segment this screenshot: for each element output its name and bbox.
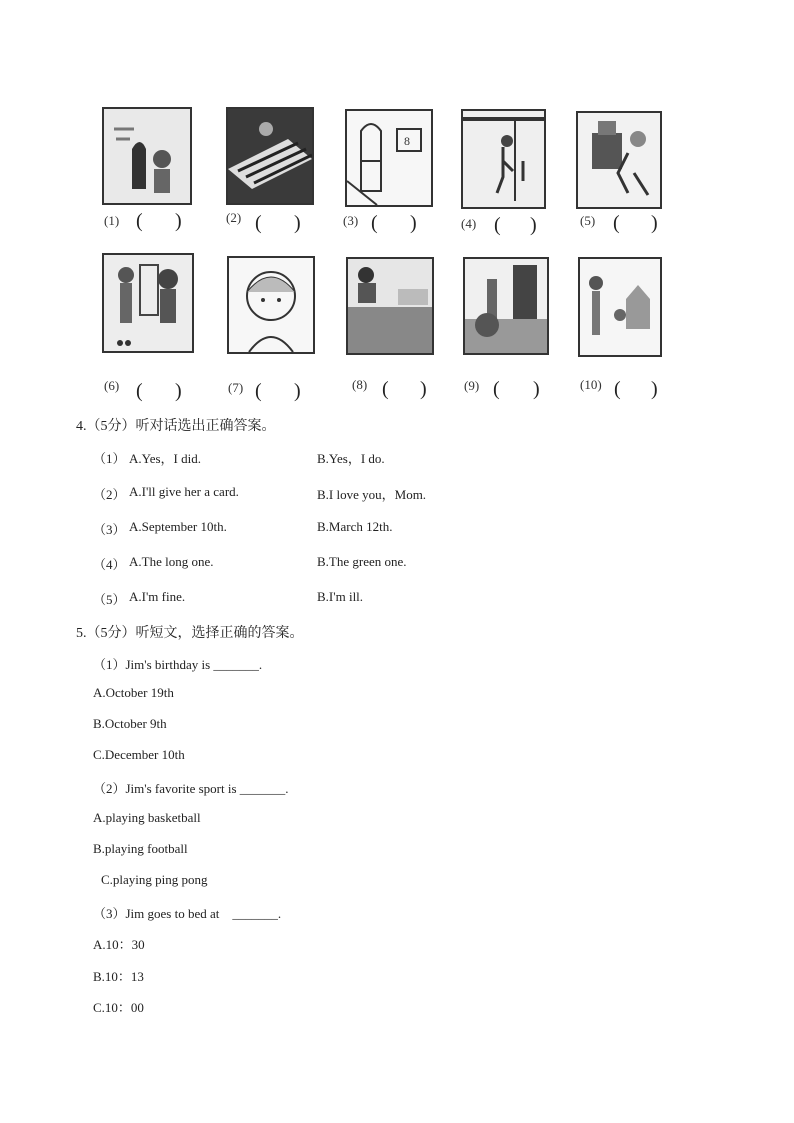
q4-option-b: B.I love you，Mom.	[317, 487, 427, 502]
picture-label: (9)	[464, 378, 480, 393]
answer-paren-close: )	[651, 212, 658, 234]
q4-option-a: A.September 10th.	[129, 519, 227, 534]
q5-option: A.10：30	[93, 937, 145, 952]
q4-option-a: A.Yes，I did.	[129, 451, 201, 466]
picture-label: (10)	[580, 377, 602, 392]
q4-option-a: A.I'll give her a card.	[129, 484, 239, 499]
q5-option: C.playing ping pong	[101, 872, 208, 887]
q5-option: B.playing football	[93, 841, 188, 856]
q4-option-a: A.I'm fine.	[129, 589, 186, 604]
answer-paren-open: (	[494, 214, 501, 236]
answer-paren-close: )	[294, 380, 301, 402]
q5-stem: （1）Jim's birthday is _______.	[93, 657, 263, 672]
picture-7	[227, 256, 315, 354]
svg-text:8: 8	[404, 134, 410, 148]
q4-item-num: （4）	[93, 557, 126, 572]
q4-item-num: （1）	[93, 451, 126, 466]
picture-9	[463, 257, 549, 355]
q4-option-a: A.The long one.	[129, 554, 214, 569]
picture-label: (2)	[226, 210, 242, 225]
answer-paren-open: (	[136, 210, 143, 232]
answer-paren-open: (	[493, 378, 500, 400]
picture-2	[226, 107, 314, 205]
picture-label: (6)	[104, 378, 120, 393]
picture-8	[346, 257, 434, 355]
q5-stem: （2）Jim's favorite sport is _______.	[93, 781, 289, 796]
picture-10	[578, 257, 662, 357]
q5-option: C.10：00	[93, 1000, 144, 1015]
q4-option-b: B.Yes，I do.	[317, 451, 385, 466]
answer-paren-open: (	[255, 380, 262, 402]
q4-item-num: （3）	[93, 522, 126, 537]
answer-paren-close: )	[533, 378, 540, 400]
q5-option: B.October 9th	[93, 716, 167, 731]
picture-1	[102, 107, 192, 205]
q4-option-b: B.I'm ill.	[317, 589, 364, 604]
q5-option: C.December 10th	[93, 747, 185, 762]
picture-label: (5)	[580, 213, 596, 228]
q4-item-num: （2）	[93, 487, 126, 502]
answer-paren-close: )	[175, 210, 182, 232]
picture-label: (7)	[228, 380, 244, 395]
q4-option-b: B.The green one.	[317, 554, 407, 569]
q5-option: A.October 19th	[93, 685, 174, 700]
picture-5	[576, 111, 662, 209]
answer-paren-open: (	[371, 212, 378, 234]
q5-stem: （3）Jim goes to bed at _______.	[93, 906, 282, 921]
answer-paren-close: )	[410, 212, 417, 234]
answer-paren-open: (	[382, 378, 389, 400]
picture-6	[102, 253, 194, 353]
answer-paren-open: (	[614, 378, 621, 400]
picture-label: (8)	[352, 377, 368, 392]
answer-paren-open: (	[136, 380, 143, 402]
picture-3	[345, 109, 433, 207]
q4-option-b: B.March 12th.	[317, 519, 393, 534]
picture-label: (3)	[343, 213, 359, 228]
q5-option: A.playing basketball	[93, 810, 201, 825]
q5-option: B.10：13	[93, 969, 144, 984]
answer-paren-close: )	[294, 212, 301, 234]
answer-paren-close: )	[651, 378, 658, 400]
q4-heading: 4.（5分）听对话选出正确答案。	[76, 419, 276, 434]
answer-paren-close: )	[420, 378, 427, 400]
q5-heading: 5.（5分）听短文，选择正确的答案。	[76, 626, 304, 641]
picture-label: (4)	[461, 216, 477, 231]
answer-paren-close: )	[175, 380, 182, 402]
picture-label: (1)	[104, 213, 120, 228]
answer-paren-open: (	[255, 212, 262, 234]
answer-paren-close: )	[530, 214, 537, 236]
picture-4	[461, 109, 546, 209]
q4-item-num: （5）	[93, 592, 126, 607]
answer-paren-open: (	[613, 212, 620, 234]
